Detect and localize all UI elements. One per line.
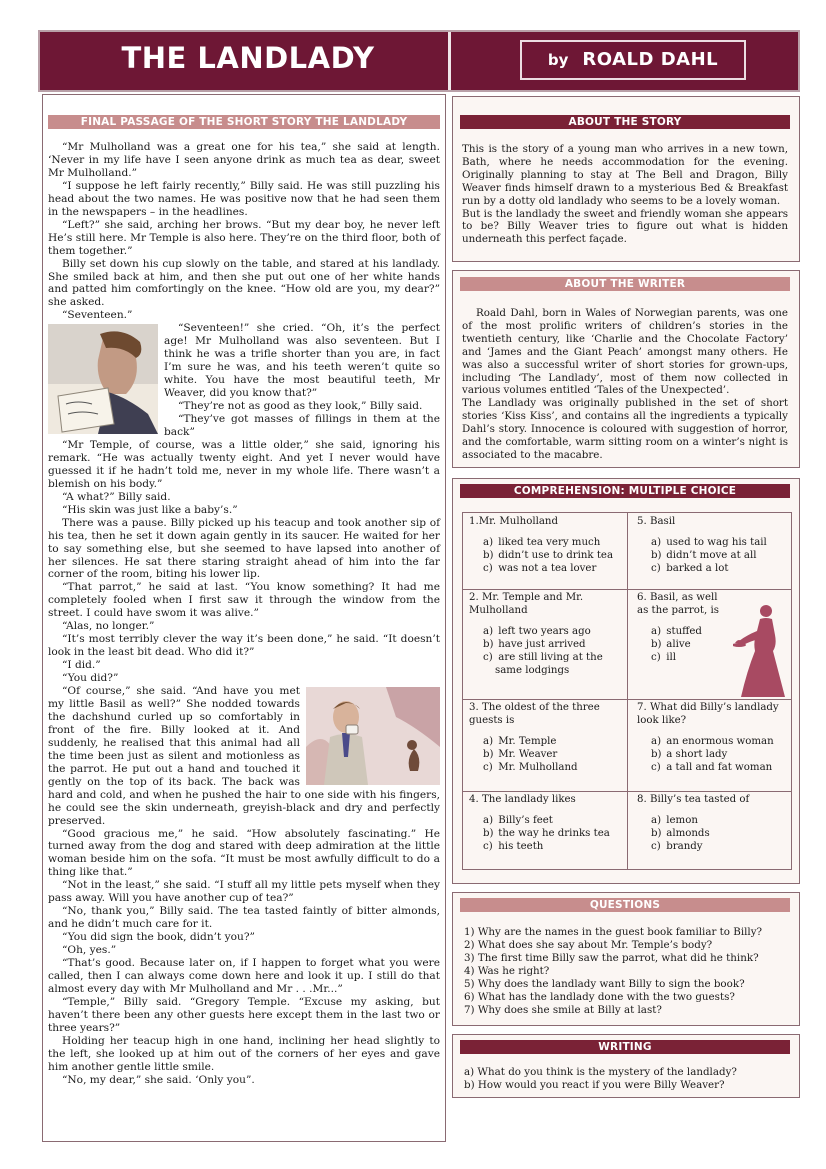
mc-option [477, 735, 621, 748]
mc-option [477, 651, 621, 677]
mc-option [477, 814, 621, 827]
mc-option-letter: b) [483, 639, 494, 650]
mc-options [469, 536, 621, 575]
about-story-p2: But is the landlady the sweet and friendly woman she appears to be? Billy Weaver tries to figure out what is hidden underneath this perfect façade. [462, 207, 788, 246]
mc-option [645, 549, 785, 562]
header-divider [448, 32, 451, 90]
story-paragraph: “No, thank you,” Billy said. The tea tasted faintly of bitter almonds, and he didn’t much care for it. [48, 905, 440, 931]
story-text [48, 141, 440, 1087]
mc-options [637, 536, 785, 575]
comprehension-heading: COMPREHENSION: MULTIPLE CHOICE [460, 484, 790, 498]
story-paragraph: “They’re not as good as they look,” Billy said. [178, 400, 423, 413]
mc-question-text: 8. Billy’s tea tasted of [637, 794, 750, 805]
mc-option-text: his teeth [498, 841, 544, 852]
mc-option-text: didn’t move at all [666, 550, 757, 561]
mc-option-letter: b) [651, 550, 662, 561]
mc-option [477, 827, 621, 840]
question-item: 3) The first time Billy saw the parrot, what did he think? [464, 952, 759, 964]
mc-question [627, 699, 791, 791]
mc-question [627, 589, 737, 699]
story-paragraph: Billy set down his cup slowly on the table, and stared at his landlady. She smiled back at him, and then she put out one of her white hands and patted him comfortingly on the knee. “How old are you, my dear?” she asked. [48, 257, 440, 309]
story-paragraph: “His skin was just like a baby’s.” [62, 503, 238, 516]
about-story-text [462, 143, 788, 246]
mc-option [645, 625, 731, 638]
story-paragraph: “That parrot,” he said at last. “You know something? It had me completely fooled when I first saw it through the window from the street. I could have swom it was alive.” [48, 581, 440, 620]
mc-option-letter: c) [651, 563, 661, 574]
mc-question-text: 3. The oldest of the three guests is [469, 702, 600, 726]
story-paragraph: There was a pause. Billy picked up his teacup and took another sip of his tea, then he set it down again gently in its saucer. He waited for her to say something else, but she seemed to have lapsed into another of her silences. He sat there staring straight ahead of him into the far corner of the room, biting his lower lip. [48, 516, 440, 581]
mc-options [637, 625, 731, 664]
mc-option [477, 761, 621, 774]
story-paragraph: “That’s good. Because later on, if I happen to forget what you were called, then I can always come down here and look it up. I still do that almost every day with Mr Mulholland and Mr . . .Mr...” [48, 957, 440, 995]
question-item: 1) Why are the names in the guest book familiar to Billy? [464, 926, 763, 938]
mc-option-letter: b) [651, 639, 662, 650]
mc-options [469, 625, 621, 677]
author-box [520, 40, 746, 80]
mc-option-text: left two years ago [498, 626, 591, 637]
billy-writing-illustration [48, 324, 158, 434]
story-heading: FINAL PASSAGE OF THE SHORT STORY THE LANDLADY [48, 115, 440, 129]
mc-options [469, 735, 621, 774]
mc-option [477, 748, 621, 761]
mc-option-text: an enormous woman [666, 736, 774, 747]
mc-options [637, 814, 785, 853]
story-paragraph: “I did.” [62, 659, 101, 672]
mc-option-letter: a) [483, 815, 494, 826]
mc-option-letter: a) [651, 537, 662, 548]
mc-option-text: Mr. Mulholland [498, 762, 578, 773]
mc-option-letter: c) [483, 652, 493, 663]
mc-grid [462, 512, 792, 870]
mc-option [645, 748, 785, 761]
about-story-p1: This is the story of a young man who arrives in a new town, Bath, where he needs accommodation for the evening. Originally planning to stay at The Bell and Dragon, Billy Weaver finds himself drawn to a mysterious Bed & Breakfast run by a dotty old landlady who seems to be a lovely woman. [462, 143, 788, 207]
author-by: by [547, 51, 569, 69]
mc-option-letter: c) [651, 841, 661, 852]
mc-option-text: ill [666, 652, 677, 663]
mc-option-letter: b) [651, 828, 662, 839]
mc-question-text: 2. Mr. Temple and Mr. Mulholland [469, 592, 584, 616]
mc-question-text: 4. The landlady likes [469, 794, 576, 805]
mc-option-letter: a) [483, 736, 494, 747]
story-paragraph: Holding her teacup high in one hand, inclining her head slightly to the left, she looked up at him out of the corners of her eyes and gave him another gentle little smile. [48, 1034, 440, 1073]
mc-question [627, 513, 791, 589]
mc-question [463, 589, 627, 699]
mc-option [645, 536, 785, 549]
mc-question [627, 791, 791, 869]
mc-option-letter: c) [651, 762, 661, 773]
mc-option-text: almonds [666, 828, 710, 839]
story-paragraph: “I suppose he left fairly recently,” Billy said. He was still puzzling his head about the two names. He was positive now that he had seen them in the newspapers – in the headlines. [48, 179, 440, 218]
mc-option [477, 536, 621, 549]
mc-option-letter: a) [651, 736, 662, 747]
mc-option-letter: b) [651, 749, 662, 760]
billy-drinking-illustration [306, 687, 440, 785]
mc-option-letter: c) [651, 652, 661, 663]
about-writer-p1: Roald Dahl, born in Wales of Norwegian parents, was one of the most prolific writers of children’s stories in the twentieth century, like ‘Charlie and the Chocolate Factory’ and ‘James and the Giant Peach’ amongst many others. He was also a successful writer of short stories for grown-ups, including ‘The Landlady’, most of them now collected in various volumes entitled ‘Tales of the Unexpected’. [462, 307, 788, 397]
story-paragraph: “Good gracious me,” he said. “How absolutely fascinating.” He turned away from the dog and stared with deep admiration at the little woman beside him on the sofa. “It must be most awfully difficult to do a thing like that.” [48, 827, 440, 879]
mc-option [477, 549, 621, 562]
mc-option-letter: a) [483, 537, 494, 548]
mc-option [645, 827, 785, 840]
mc-option [477, 638, 621, 651]
mc-option [645, 562, 785, 575]
about-story-heading: ABOUT THE STORY [460, 115, 790, 129]
question-item: 2) What does she say about Mr. Temple’s body? [464, 939, 713, 951]
mc-option-text: liked tea very much [498, 537, 601, 548]
mc-question-text: 7. What did Billy’s landlady look like? [637, 702, 779, 726]
mc-option-letter: c) [483, 841, 493, 852]
writing-item: b) How would you react if you were Billy Weaver? [464, 1079, 725, 1091]
mc-option-text: didn’t use to drink tea [498, 550, 614, 561]
mc-options [469, 814, 621, 853]
story-paragraph: “A what?” Billy said. [62, 490, 171, 503]
questions-list [464, 926, 794, 1017]
mc-option-text: have just arrived [498, 639, 586, 650]
author-name: ROALD DAHL [582, 49, 719, 70]
story-paragraph: “Mr Mulholland was a great one for his tea,” she said at length. ‘Never in my life have I seen anyone drink as much tea as dear, sweet Mr Mulholland.” [48, 141, 440, 179]
mc-option-letter: a) [651, 815, 662, 826]
mc-option-text: the way he drinks tea [498, 828, 610, 839]
mc-option [645, 814, 785, 827]
mc-option-letter: b) [483, 550, 494, 561]
question-item: 4) Was he right? [464, 965, 550, 977]
story-paragraph: “Left?” she said, arching her brows. “But my dear boy, he never left He’s still here. Mr Temple is also here. They’re on the third floor, both of them together.” [48, 218, 440, 257]
story-paragraph: “Oh, yes.” [62, 944, 117, 957]
mc-option-text: Mr. Temple [498, 736, 557, 747]
mc-option-text: barked a lot [666, 563, 729, 574]
mc-option-text: alive [666, 639, 691, 650]
landlady-silhouette [733, 601, 793, 701]
about-writer-p2: The Landlady was originally published in the set of short stories ‘Kiss Kiss’, and contains all the ingredients a typically Dahl’s story. Innocence is coloured with suggestion of horror, and the comfortable, warm sitting room on a winter’s night is associated to the macabre. [462, 397, 788, 461]
mc-option-text: was not a tea lover [498, 563, 597, 574]
mc-option-text: used to wag his tail [666, 537, 767, 548]
page-title: THE LANDLADY [121, 41, 375, 75]
question-item: 5) Why does the landlady want Billy to sign the book? [464, 978, 745, 990]
mc-option-letter: b) [483, 828, 494, 839]
mc-question-text: 6. Basil, as well as the parrot, is [637, 592, 719, 616]
mc-option-text: a tall and fat woman [666, 762, 773, 773]
writing-item: a) What do you think is the mystery of the landlady? [464, 1066, 737, 1078]
writing-heading: WRITING [460, 1040, 790, 1054]
mc-option [645, 638, 731, 651]
story-paragraph: “Temple,” Billy said. “Gregory Temple. “Excuse my asking, but haven’t there been any other guests here except them in the last two or three years?” [48, 995, 440, 1034]
story-paragraph: “You did?” [62, 672, 119, 685]
mc-option-text: stuffed [666, 626, 702, 637]
mc-option [477, 625, 621, 638]
mc-option [645, 840, 785, 853]
story-paragraph: “Of course,” she said. “And have you met my little Basil as well?” She nodded towards the dachshund curled up so comfortably in front of the fire. Billy looked at it. And suddenly, he realised that this animal had all the time been just as silent and motionless as the parrot. He put out a hand and touched it gently on the top of its back. The back was hard and cold, and when he pushed the hair to one side with his fingers, he could see the skin underneath, greyish-black and dry and perfectly preserved. [48, 685, 440, 827]
question-item: 6) What has the landlady done with the two guests? [464, 991, 735, 1003]
story-paragraph: “Mr Temple, of course, was a little older,” she said, ignoring his remark. “He was actually twenty eight. And yet I never would have guessed it if he hadn’t told me, never in my whole life. There wasn’t a blemish on his body.” [48, 438, 440, 490]
mc-option-text: a short lady [666, 749, 728, 760]
mc-option-letter: b) [483, 749, 494, 760]
story-paragraph: “It’s most terribly clever the way it’s been done,” he said. “It doesn’t look in the least bit dead. Who did it?” [48, 633, 440, 659]
mc-question [463, 513, 627, 589]
mc-option-letter: c) [483, 762, 493, 773]
story-paragraph: “No, my dear,” she said. ‘Only you”. [62, 1073, 255, 1086]
mc-option-text: brandy [666, 841, 703, 852]
mc-option-text: are still living at the same lodgings [495, 652, 603, 676]
question-item: 7) Why does she smile at Billy at last? [464, 1004, 662, 1016]
story-paragraph: “Seventeen.” [62, 309, 133, 322]
writing-list [464, 1066, 794, 1092]
mc-options [637, 735, 785, 774]
questions-heading: QUESTIONS [460, 898, 790, 912]
about-writer-text [462, 307, 788, 462]
mc-question [463, 699, 627, 791]
mc-option [477, 840, 621, 853]
mc-option [645, 761, 785, 774]
mc-option-letter: a) [651, 626, 662, 637]
mc-option-text: Mr. Weaver [498, 749, 558, 760]
mc-question-text: 1.Mr. Mulholland [469, 516, 558, 527]
story-paragraph: “Not in the least,” she said. “I stuff all my little pets myself when they pass away. Will you have another cup of tea?” [48, 879, 440, 905]
mc-question-text: 5. Basil [637, 516, 676, 527]
story-paragraph: “You did sign the book, didn’t you?” [62, 931, 255, 944]
about-writer-heading: ABOUT THE WRITER [460, 277, 790, 291]
mc-option [477, 562, 621, 575]
story-paragraph: “They’ve got masses of fillings in them at the back” [164, 413, 440, 438]
story-paragraph: “Seventeen!” she cried. “Oh, it’s the perfect age! Mr Mulholland was also seventeen. But I think he was a trifle shorter than you are, in fact I’m sure he was, and his teeth weren’t quite so white. You have the most beautiful teeth, Mr Weaver, did you know that?” [164, 322, 440, 400]
mc-option-letter: a) [483, 626, 494, 637]
mc-question [463, 791, 627, 869]
mc-option-letter: c) [483, 563, 493, 574]
story-paragraph: “Alas, no longer.” [62, 620, 155, 633]
mc-option-text: lemon [666, 815, 698, 826]
mc-option-text: Billy’s feet [498, 815, 553, 826]
mc-option [645, 735, 785, 748]
mc-option [645, 651, 731, 664]
